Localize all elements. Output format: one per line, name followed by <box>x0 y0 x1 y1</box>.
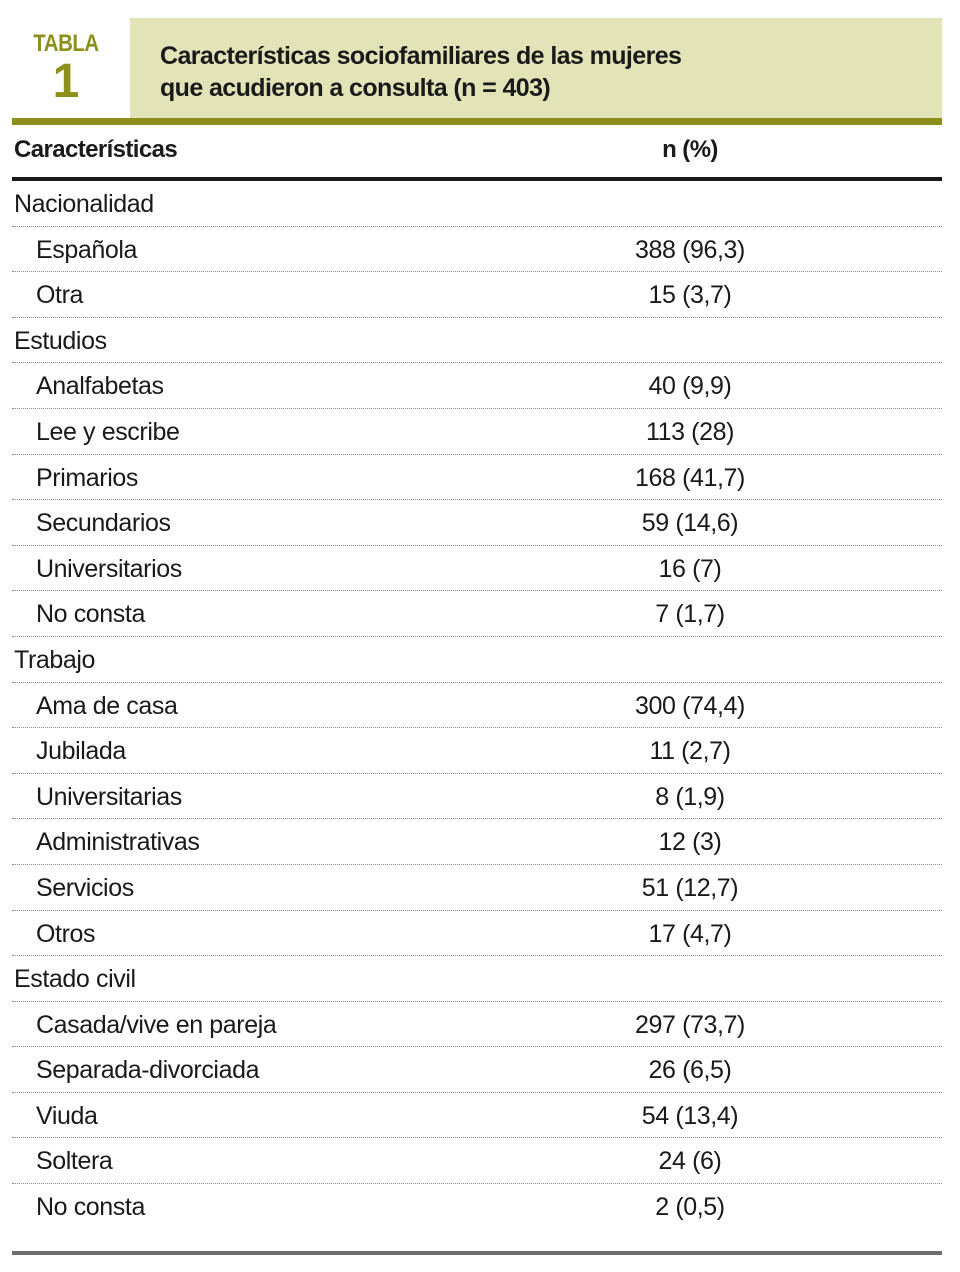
table-row <box>12 819 942 865</box>
header-divider <box>12 118 942 125</box>
row-value: 59 (14,6) <box>641 509 739 538</box>
group-label: Estudios <box>14 326 107 355</box>
row-value: 16 (7) <box>658 554 722 583</box>
row-value: 24 (6) <box>658 1147 722 1176</box>
table-row <box>12 363 942 409</box>
row-value: 12 (3) <box>658 828 722 857</box>
row-value: 15 (3,7) <box>648 281 732 310</box>
row-value: 7 (1,7) <box>655 600 725 629</box>
group-label: Nacionalidad <box>14 190 154 218</box>
table-group-row <box>12 181 942 227</box>
table-row <box>12 774 942 820</box>
row-label: Casada/vive en pareja <box>36 1010 277 1039</box>
table-row <box>12 227 942 273</box>
table-title-box <box>130 18 942 118</box>
table-group-row <box>12 637 942 683</box>
row-label: Jubilada <box>36 737 126 766</box>
row-label: Ama de casa <box>36 691 178 720</box>
row-label: Primarios <box>36 463 138 492</box>
table-label <box>12 18 130 118</box>
table-row <box>12 1002 942 1048</box>
table-row <box>12 1093 942 1139</box>
table-row <box>12 409 942 455</box>
table-title-line-1: Características sociofamiliares de las mujeres <box>160 42 682 70</box>
row-value: 11 (2,7) <box>649 737 731 766</box>
table-title-line-2: que acudieron a consulta (n = 403) <box>160 74 551 102</box>
row-label: Otros <box>36 919 96 948</box>
row-label: Analfabetas <box>36 372 164 401</box>
row-value: 168 (41,7) <box>635 463 745 492</box>
table-row <box>12 683 942 729</box>
table-row <box>12 911 942 957</box>
group-label: Estado civil <box>14 965 136 994</box>
row-value: 51 (12,7) <box>641 873 739 902</box>
group-label: Trabajo <box>14 645 96 674</box>
row-label: Administrativas <box>36 828 200 857</box>
table-row <box>12 591 942 637</box>
row-label: Viuda <box>36 1101 98 1130</box>
column-header-n-percent: n (%) <box>662 136 718 163</box>
table-bottom-rule <box>12 1251 942 1255</box>
row-value: 17 (4,7) <box>648 919 732 948</box>
table-title <box>160 40 920 104</box>
table-row <box>12 1047 942 1093</box>
table-row <box>12 546 942 592</box>
row-label: Universitarias <box>36 782 182 811</box>
row-label: No consta <box>36 1193 145 1222</box>
row-value: 300 (74,4) <box>635 691 745 720</box>
table-row <box>12 1184 942 1230</box>
table-row <box>12 1138 942 1184</box>
row-value: 8 (1,9) <box>655 782 725 811</box>
table-row <box>12 272 942 318</box>
row-label: Soltera <box>36 1147 113 1176</box>
table-row <box>12 865 942 911</box>
row-label: Española <box>36 235 138 264</box>
row-value: 388 (96,3) <box>635 235 745 264</box>
row-value: 113 (28) <box>645 417 735 446</box>
table-body <box>12 181 942 1230</box>
row-label: No consta <box>36 600 145 629</box>
table-row <box>12 728 942 774</box>
table-group-row <box>12 956 942 1002</box>
table-row <box>12 455 942 501</box>
row-label: Separada-divorciada <box>36 1056 260 1085</box>
row-label: Universitarios <box>36 554 182 583</box>
table-header <box>12 18 942 118</box>
table-number: 1 <box>52 55 80 108</box>
row-label: Servicios <box>36 873 134 902</box>
row-label: Lee y escribe <box>36 417 180 446</box>
row-value: 40 (9,9) <box>648 372 732 401</box>
table-label-word: TABLA <box>33 30 99 57</box>
row-label: Secundarios <box>36 509 171 538</box>
row-value: 54 (13,4) <box>641 1101 739 1130</box>
row-label: Otra <box>36 281 84 310</box>
row-value: 26 (6,5) <box>648 1056 732 1085</box>
row-value: 297 (73,7) <box>635 1010 745 1039</box>
column-header-characteristics: Características <box>14 136 178 163</box>
row-value: 2 (0,5) <box>655 1193 725 1222</box>
table-row <box>12 500 942 546</box>
table-group-row <box>12 318 942 364</box>
